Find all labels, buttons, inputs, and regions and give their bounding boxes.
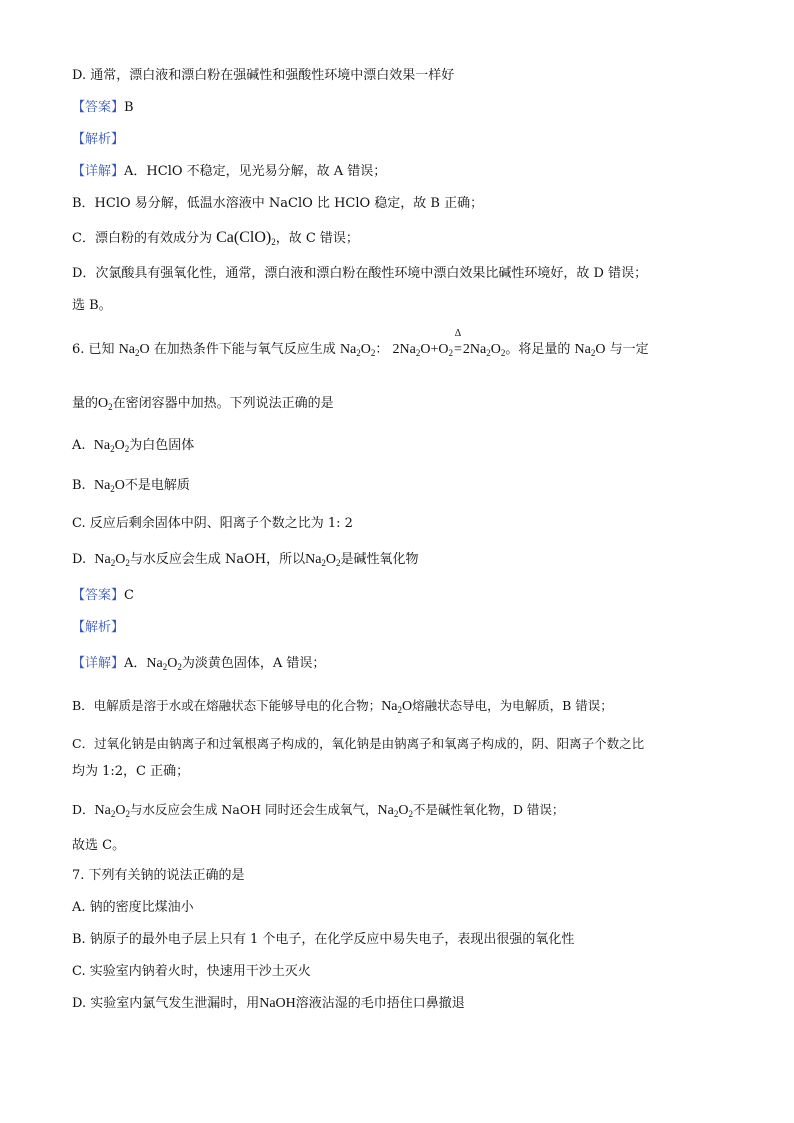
q7-option-c: C. 实验室内钠着火时，快速用干沙土灭火 <box>72 964 311 979</box>
q6-detail-c-line2: 均为 1:2，C 正确； <box>72 764 190 779</box>
answer-tag: 【答案】 <box>72 100 125 115</box>
reaction-equation: $2Na_2O+O_2$ Δ $=2Na_2O_2$ <box>392 328 506 358</box>
heat-delta-symbol: Δ <box>454 328 462 339</box>
q5-detail-c: C．漂白粉的有效成分为 $Ca(ClO)_2$，故 C 错误； <box>72 229 359 247</box>
formula-na2o: $Na_2O$ <box>574 342 606 358</box>
formula-na2o2: $Na_2O_2$ <box>339 342 376 358</box>
formula-na2o: $Na_2O$ <box>93 478 125 494</box>
q6-stem-line2: 量的$O_2$在密闭容器中加热。下列说法正确的是 <box>72 396 334 412</box>
q7-option-b: B. 钠原子的最外电子层上只有 1 个电子，在化学反应中易失电子，表现出很强的氧化性 <box>72 932 575 947</box>
formula-na2o: $Na_2O$ <box>381 699 413 715</box>
answer-tag: 【答案】 <box>72 588 125 603</box>
q6-stem-line1: 6. 已知 $Na_2O$ 在加热条件下能与氧气反应生成 $Na_2O_2$： $2Na_2O+O_2$ Δ $=2Na_2O_2$。将足量的 $Na_2O$ 与一定 <box>72 328 649 358</box>
q6-detail-c-line1: C．过氧化钠是由钠离子和过氧根离子构成的，氧化钠是由钠离子和氧离子构成的，阴、阳离子个数之比 <box>72 736 645 751</box>
q6-detail-b: B．电解质是溶于水或在熔融状态下能够导电的化合物；$Na_2O$熔融状态导电，为电解质，B 错误； <box>72 698 613 715</box>
q6-option-d: D. $Na_2O_2$与水反应会生成 NaOH，所以$Na_2O_2$是碱性氧化物 <box>72 552 419 568</box>
q5-detail-a: 【详解】A．HClO 不稳定，见光易分解，故 A 错误； <box>72 164 387 179</box>
formula-na2o: $Na_2O$ <box>118 342 150 358</box>
q7-option-d: D. 实验室内氯气发生泄漏时，用NaOH溶液沾湿的毛巾捂住口鼻撤退 <box>72 996 465 1011</box>
formula-naoh: NaOH <box>259 996 296 1011</box>
q6-option-b: B. $Na_2O$不是电解质 <box>72 478 190 494</box>
q5-answer-value: B <box>124 100 134 115</box>
q5-analysis-tag: 【解析】 <box>72 132 125 147</box>
q6-answer-line <box>72 586 134 606</box>
q5-answer-line <box>72 98 134 118</box>
q5-detail-d: D．次氯酸具有强氧化性，通常，漂白液和漂白粉在酸性环境中漂白效果比碱性环境好，故 D 错误； <box>72 266 648 281</box>
detail-tag: 【详解】 <box>72 164 125 179</box>
formula-ca-clo2: $Ca(ClO)_2$ <box>216 229 276 247</box>
q6-conclusion: 故选 C。 <box>72 838 126 853</box>
q7-option-a: A. 钠的密度比煤油小 <box>72 900 194 915</box>
formula-na2o2: $Na_2O_2$ <box>146 656 182 672</box>
formula-na2o2: $Na_2O_2$ <box>305 552 341 568</box>
formula-na2o2: $Na_2O_2$ <box>377 803 413 819</box>
formula-na2o2: $Na_2O_2$ <box>94 552 130 568</box>
q5-conclusion: 选 B。 <box>72 298 112 313</box>
q6-analysis-tag: 【解析】 <box>72 620 125 635</box>
q7-stem: 7. 下列有关钠的说法正确的是 <box>72 868 245 883</box>
q5-detail-b: B．HClO 易分解，低温水溶液中 NaClO 比 HClO 稳定，故 B 正确； <box>72 196 484 211</box>
formula-na2o2: $Na_2O_2$ <box>94 803 130 819</box>
q6-option-a: A. $Na_2O_2$为白色固体 <box>72 438 195 454</box>
formula-o2: $O_2$ <box>98 396 113 412</box>
q6-detail-a: 【详解】A．$Na_2O_2$为淡黄色固体，A 错误； <box>72 656 326 672</box>
formula-na2o2: $Na_2O_2$ <box>93 438 130 454</box>
q6-answer-value: C <box>124 588 134 603</box>
q6-detail-d: D．$Na_2O_2$与水反应会生成 NaOH 同时还会生成氧气，$Na_2O_2$不是碱性氧化物，D 错误； <box>72 802 565 819</box>
detail-tag: 【详解】 <box>72 656 125 671</box>
q6-option-c: C. 反应后剩余固体中阴、阳离子个数之比为 1: 2 <box>72 516 353 531</box>
q5-option-d: D. 通常，漂白液和漂白粉在强碱性和强酸性环境中漂白效果一样好 <box>72 68 455 83</box>
